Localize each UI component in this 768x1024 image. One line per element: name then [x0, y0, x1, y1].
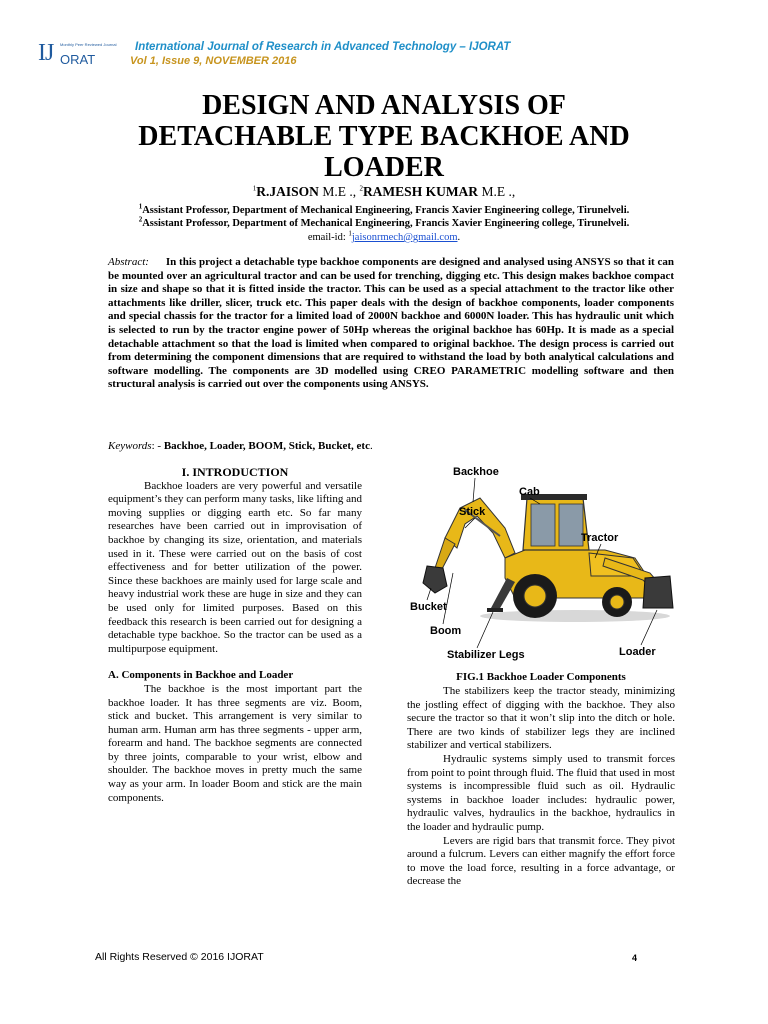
rear-rim: [524, 585, 546, 607]
keywords-sep: : -: [151, 440, 164, 452]
label-boom: Boom: [430, 625, 462, 637]
backhoe-loader-figure: [405, 458, 675, 663]
logo-small-text: ORAT: [60, 52, 96, 67]
journal-issue: Vol 1, Issue 9, NOVEMBER 2016: [130, 55, 297, 67]
page-number: 4: [632, 953, 638, 963]
intro-paragraph: Backhoe loaders are very powerful and versatile equipment’s they can perform many tasks, like lifting and moving supplies or digging earth etc. So far many researches have been carried out in improvisation of backhoe by changing its size, orientation, and materials used in it. These were carried out on the basis of cost effectiveness and for better utilization of the power. Since these backhoes are mainly used for large scale and heavy industrial work these are huge in size and they can be used only for limited purposes. Based on this feedback this research is been carried out for designing a detachable type backhoe. So the tractor can be used as a multipurpose equipment.: [108, 479, 362, 655]
ground-shadow: [480, 610, 670, 622]
paper-title: [80, 90, 688, 183]
label-cab: Cab: [519, 486, 540, 498]
author-degree: M.E .,: [318, 184, 357, 199]
hydraulic-paragraph: Hydraulic systems simply used to transmit forces from point to point through fluid. The fluid that used in most systems is incompressible fluid such as oil. Hydraulic systems in backhoe loader includes: hydraulic power, hydraulic valves, hydraulics in the backhoe, hydraulics in the loader and hydraulic pump.: [407, 752, 675, 833]
affiliation-sup: 1: [138, 202, 143, 211]
levers-paragraph: Levers are rigid bars that transmit force. They pivot around a fulcrum. Levers can either magnify the effort force to move the load force, resulting in a force advantage, or decrease the: [407, 834, 675, 888]
email-end: .: [457, 232, 461, 243]
logo-big-text: IJ: [38, 40, 54, 66]
label-tractor: Tractor: [581, 532, 619, 544]
title-line: DESIGN AND ANALYSIS OF: [202, 90, 566, 121]
keywords-end: .: [369, 440, 373, 452]
author-degree: M.E .,: [478, 184, 516, 199]
journal-name: International Journal of Research in Advanced Technology – IJORAT: [135, 41, 511, 53]
affiliation-text: Assistant Professor, Department of Mechanical Engineering, Francis Xavier Engineering college, Tirunelveli.: [142, 205, 630, 216]
email-sup: 1: [348, 229, 352, 238]
author-line: [80, 184, 688, 200]
logo-tagline: Monthly Peer Reviewed Journal: [60, 42, 117, 47]
abstract-text: In this project a detachable type backhoe components are designed and analysed using ANSYS so that it can be mounted over an agricultural tractor and can be used for trenching, digging etc. This design makes backhoe compact in size and shape so that it is fitted inside the tractor. This can be used as a special attachment to the tractor like other attachments like driller, slicer, truck etc. This paper deals with the design of backhoe components, loader components and special chassis for the tractor for a limited load of 2000N backhoe and 6000N loader. This has hydraulic unit which is selected to run by the tractor engine power of 50Hp whereas the original backhoe has 60Hp. It is made as a special detachable attachment so that the load is limited when compared to original backhoe. The design process is carried out from determining the component dimensions that are required to withstand the load by both analytical calculations and software modelling. The components are 3D modelled using CREO PARAMETRIC modelling software and then structural analysis is carried out over the components using ANSYS.: [108, 256, 675, 391]
cab-window-right: [559, 504, 583, 546]
front-rim: [610, 595, 624, 609]
title-line: LOADER: [324, 152, 444, 183]
keywords-label: Keywords: [108, 440, 152, 452]
journal-logo: [38, 40, 117, 67]
label-backhoe: Backhoe: [453, 466, 499, 478]
pointer-line: [427, 588, 431, 600]
abstract-label: Abstract:: [108, 256, 149, 268]
author-sup: 1: [252, 184, 257, 193]
figure-caption: FIG.1 Backhoe Loader Components: [456, 671, 626, 683]
affiliation-sup: 2: [138, 215, 143, 224]
keywords: [108, 440, 674, 452]
label-loader: Loader: [619, 646, 656, 658]
stabilizer-foot: [487, 608, 503, 612]
components-paragraph: The backhoe is the most important part the backhoe loader. It has three segments are viz. Boom, stick and bucket. This arrangement is very similar to human arm. Human arm has three segments - upper arm, forearm and hand. The backhoe segments are connected by three joints, comparable to your wrist, elbow and shoulder. The backhoe moves in pretty much the same way as your arm. In loader Boom and stick are the main components.: [108, 682, 362, 804]
email-link[interactable]: jaisonrmech@gmail.com: [351, 232, 458, 243]
author-name: R.JAISON: [256, 184, 319, 199]
copyright: All Rights Reserved © 2016 IJORAT: [95, 951, 264, 963]
affiliation-text: Assistant Professor, Department of Mechanical Engineering, Francis Xavier Engineering college, Tirunelveli.: [142, 218, 630, 229]
stabilizer-leg-shape: [491, 578, 515, 610]
left-column: [108, 466, 362, 805]
author-sup: 2: [359, 184, 363, 193]
pointer-line: [473, 478, 475, 502]
keywords-text: Backhoe, Loader, BOOM, Stick, Bucket, etc: [163, 440, 370, 452]
bucket-shape: [423, 566, 447, 593]
section-heading: I. INTRODUCTION: [181, 465, 289, 479]
loader-bucket-shape: [643, 576, 673, 608]
label-stabilizer-legs: Stabilizer Legs: [447, 649, 525, 661]
abstract: [108, 256, 674, 392]
stabilizer-paragraph: The stabilizers keep the tractor steady, minimizing the jostling effect of digging with the backhoe. They also secure the tractor so that it won’t slip into the ditch or hole. There are two kinds of stabilizer legs they are inclined stabilizer and vertical stabilizers.: [407, 685, 675, 752]
label-bucket: Bucket: [410, 601, 447, 613]
label-stick: Stick: [459, 506, 486, 518]
cab-window-left: [531, 504, 555, 546]
affiliation: [60, 215, 708, 229]
title-line: DETACHABLE TYPE BACKHOE AND: [138, 121, 630, 152]
stick-shape: [435, 538, 455, 571]
subsection-heading: A. Components in Backhoe and Loader: [108, 669, 294, 682]
email-label: email-id:: [307, 232, 349, 243]
affiliation: [60, 202, 708, 216]
right-column: [407, 685, 675, 889]
author-name: RAMESH KUMAR: [362, 184, 479, 199]
email-line: [60, 229, 708, 243]
